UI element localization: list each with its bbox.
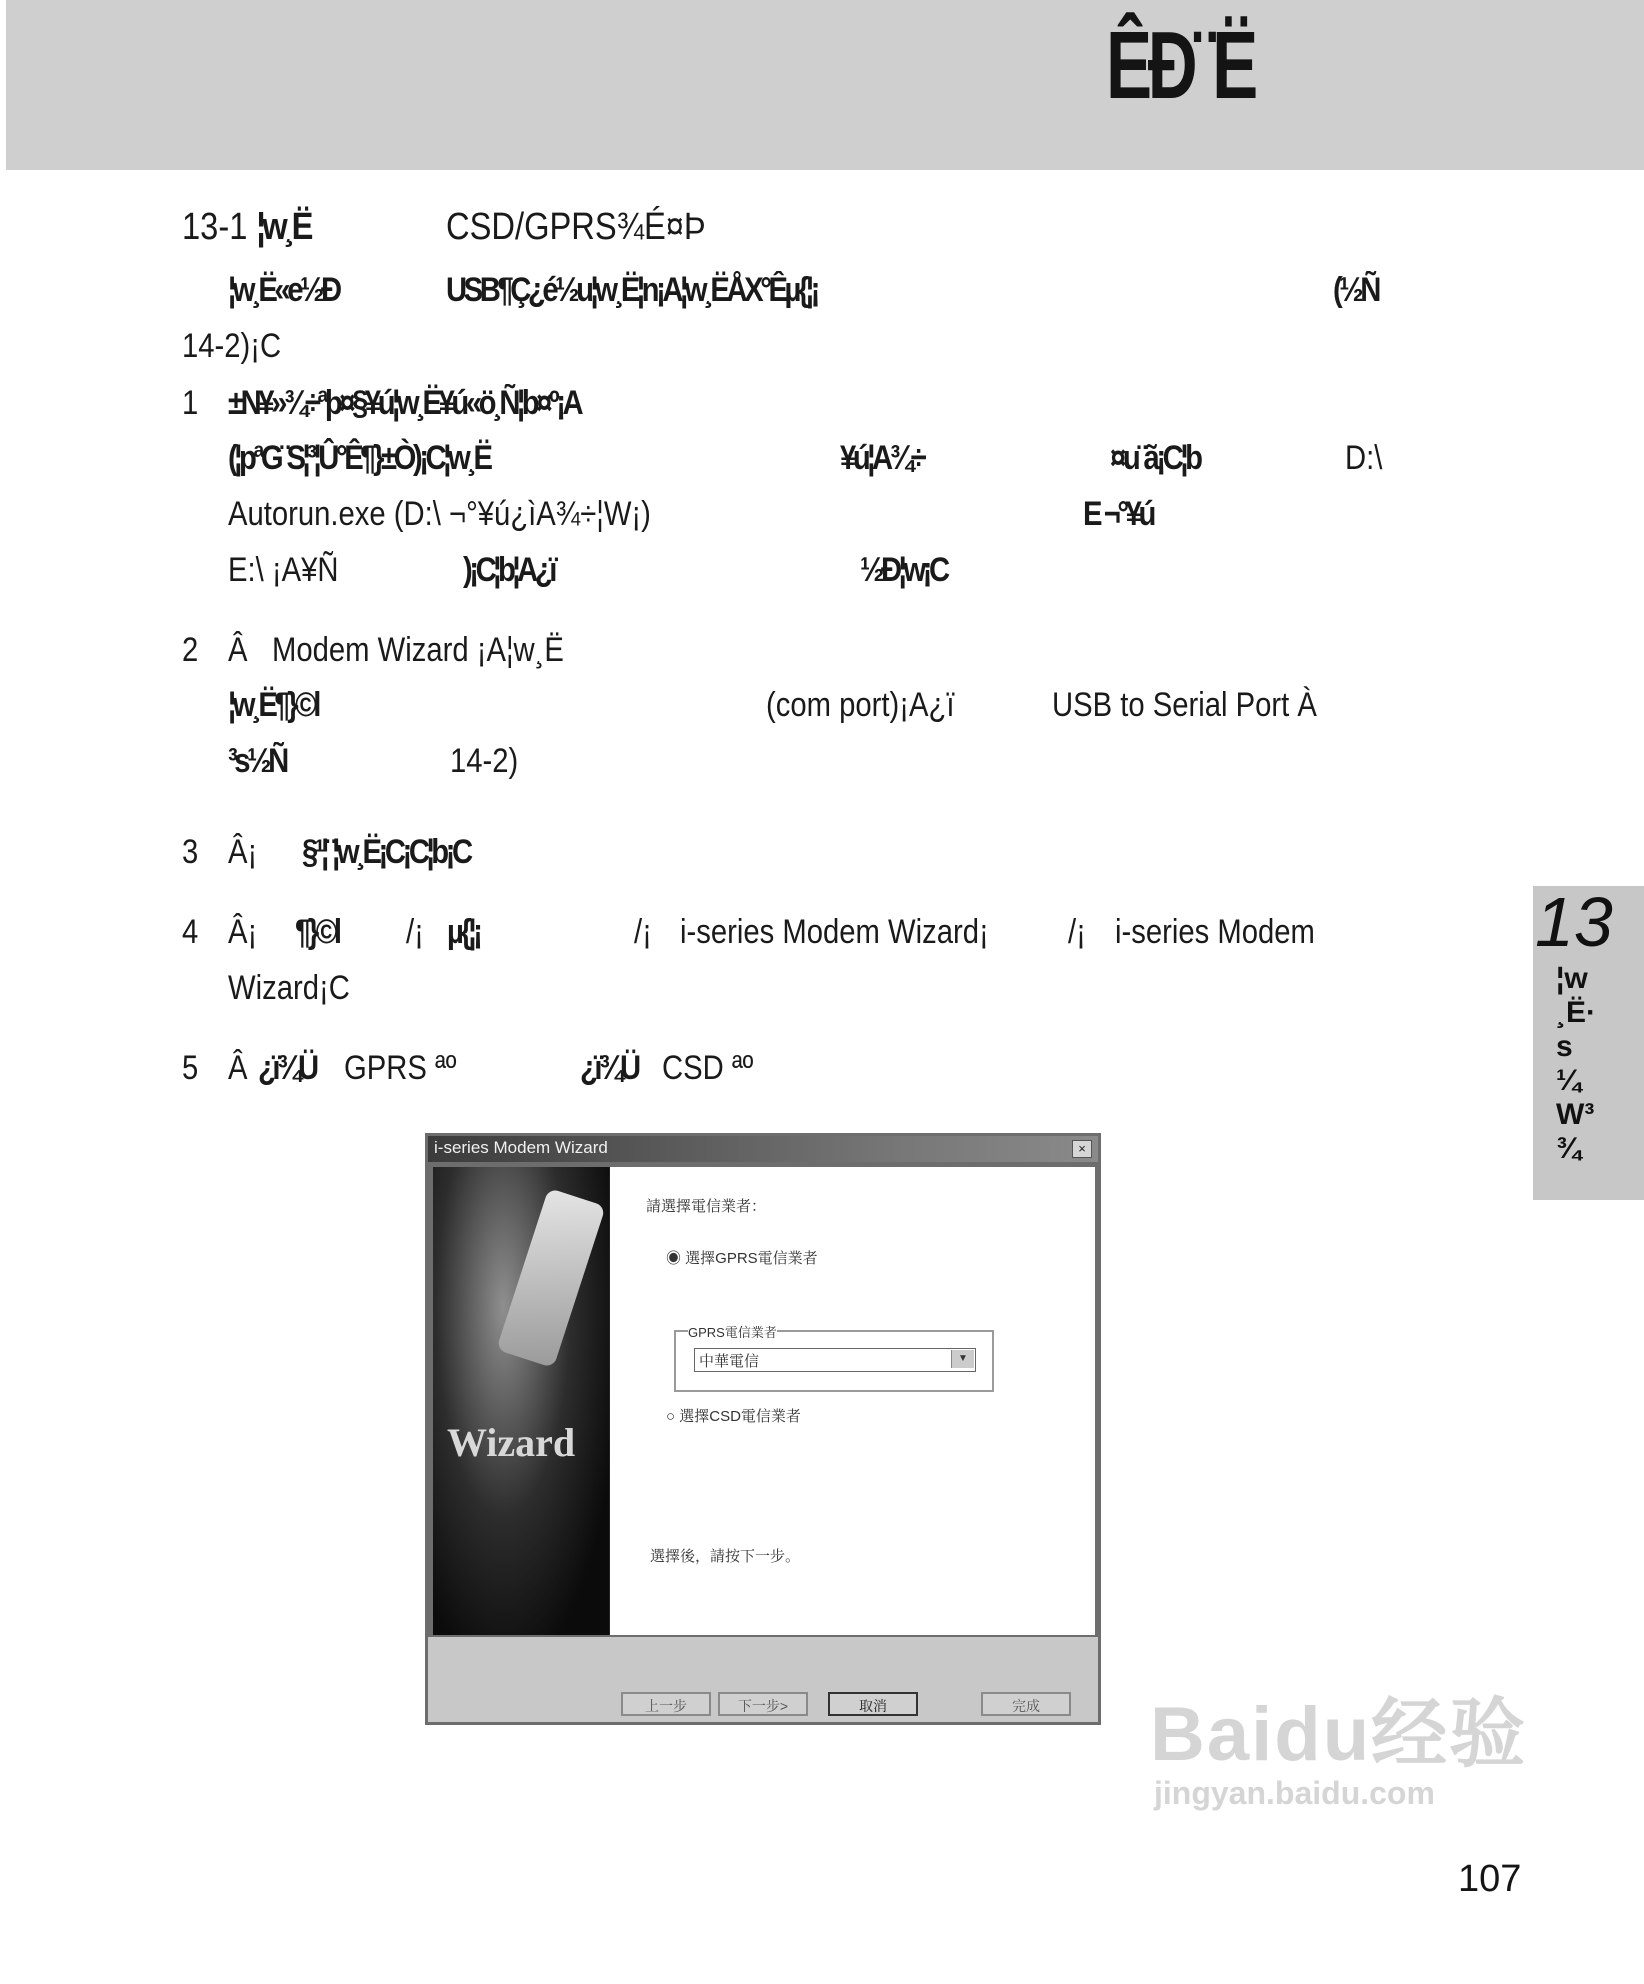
- page-header-title: ÊÐ¨Ë: [1106, 12, 1254, 119]
- step-4-line: Â¡: [228, 913, 258, 951]
- step-1-line: D:\: [1345, 439, 1383, 477]
- carrier-select[interactable]: [694, 1348, 976, 1372]
- radio-unselected-icon: ○: [666, 1408, 680, 1425]
- intro-text-d: 14-2)¡C: [182, 327, 282, 365]
- step-2-line: Modem Wizard ¡A¦w¸Ë: [272, 631, 564, 669]
- step-2-line: ³s½Ñ: [228, 742, 286, 780]
- wizard-window-title: i-series Modem Wizard: [434, 1138, 608, 1157]
- step-2-line: Â: [228, 631, 248, 669]
- chevron-down-icon[interactable]: ▼: [951, 1350, 974, 1368]
- step-1-line: ¥ú¦A¾÷: [840, 439, 924, 477]
- wizard-logo-text: Wizard: [447, 1420, 576, 1465]
- step-number: 3: [182, 833, 199, 871]
- step-4-line: ¶}©l: [295, 913, 339, 951]
- step-number: 1: [182, 384, 199, 422]
- wizard-title-bar: [428, 1136, 1098, 1162]
- next-button[interactable]: 下一步>: [718, 1692, 808, 1716]
- section-number: 13-1: [182, 206, 248, 248]
- back-button[interactable]: 上一步: [621, 1692, 711, 1716]
- section-title-glyph: ¦w¸Ë: [256, 206, 310, 248]
- phone-image: [496, 1188, 606, 1368]
- step-2-line: USB to Serial Port À: [1052, 686, 1317, 724]
- gprs-option-label: 選擇GPRS電信業者: [685, 1250, 818, 1267]
- page-number: 107: [1458, 1858, 1522, 1900]
- step-5-line: GPRS ªº: [344, 1049, 457, 1087]
- close-icon[interactable]: ×: [1072, 1140, 1092, 1158]
- intro-text-b: USB¶Ç¿é½u¦w¸Ë¦n¡A¦w¸ËÅX°Êµ{¦¡: [446, 271, 817, 309]
- page-header-band: [6, 0, 1644, 170]
- step-1-line: E:\ ¡A¥Ñ: [228, 551, 339, 589]
- wizard-side-image: [433, 1167, 610, 1635]
- step-5-line: ¿ï¾Ü: [580, 1049, 638, 1087]
- watermark-url: jingyan.baidu.com: [1154, 1775, 1435, 1811]
- step-1-line: ¤u¨ã¡C¦b: [1110, 439, 1200, 477]
- step-1-line: (¦pªG¨S¦³¦Û°Ê¶}±Ò)¡C¦w¸Ë: [228, 439, 490, 477]
- gprs-carrier-radio[interactable]: [666, 1247, 818, 1268]
- section-title: [182, 205, 310, 249]
- carrier-select-value: 中華電信: [699, 1353, 760, 1370]
- gprs-carrier-group: [674, 1325, 994, 1392]
- step-4-line: µ{¦¡: [447, 913, 480, 951]
- wizard-screenshot: [425, 1133, 1101, 1725]
- step-2-line: ¦w¸Ë¶}©l: [228, 686, 318, 724]
- step-4-line: /¡: [406, 913, 424, 951]
- step-2-line: 14-2): [450, 742, 519, 780]
- wizard-content-panel: [610, 1167, 1095, 1635]
- step-5-line: Â: [228, 1049, 248, 1087]
- cancel-button[interactable]: 取消: [828, 1692, 918, 1716]
- carrier-prompt: 請選擇電信業者：: [646, 1198, 767, 1215]
- gprs-group-label: GPRS電信業者: [688, 1322, 777, 1341]
- step-1-line: ½Ð¦w¡C: [860, 551, 947, 589]
- step-4-line: /¡: [1068, 913, 1086, 951]
- step-4-line: i-series Modem Wizard¡: [680, 913, 989, 951]
- step-4-line: Wizard¡C: [228, 969, 350, 1007]
- baidu-watermark: [1150, 1692, 1528, 1811]
- step-number: 4: [182, 913, 199, 951]
- step-5-line: ¿ï¾Ü: [258, 1049, 316, 1087]
- step-2-line: (com port)¡A¿ï: [766, 686, 955, 724]
- step-1-line: E ¬°¥ú: [1083, 495, 1153, 533]
- chapter-number: 13: [1535, 883, 1613, 961]
- csd-option-label: 選擇CSD電信業者: [679, 1408, 801, 1425]
- step-4-line: i-series Modem: [1115, 913, 1315, 951]
- step-4-line: /¡: [634, 913, 652, 951]
- step-3-line: Â¡: [228, 833, 258, 871]
- step-1-line: )¡C¦b¦A¿ï: [463, 551, 554, 589]
- step-1-line: Autorun.exe (D:\ ¬°¥ú¿ìA¾÷¦W¡): [228, 495, 651, 533]
- radio-selected-icon: ◉: [666, 1250, 686, 1267]
- step-1-line: ±N¥»¾÷ªþ¤§¥ú¦w¸Ë¥ú«ö¸Ñ¦b¤º¡A: [228, 384, 581, 422]
- intro-text-a: ¦w¸Ë«e½Ð: [228, 271, 339, 309]
- step-number: 5: [182, 1049, 199, 1087]
- step-3-line: §¹¦¨¦w¸Ë¡C¡C¦b¡C: [302, 833, 470, 871]
- finish-button[interactable]: 完成: [981, 1692, 1071, 1716]
- wizard-button-bar: [428, 1637, 1098, 1722]
- step-5-line: CSD ªº: [662, 1049, 754, 1087]
- intro-text-c: (½Ñ: [1333, 271, 1378, 309]
- section-title-tail: CSD/GPRS¾É¤Þ: [446, 206, 706, 248]
- csd-carrier-radio[interactable]: [666, 1405, 801, 1426]
- next-step-hint: 選擇後，請按下一步。: [650, 1548, 801, 1565]
- watermark-main: Baidu经验: [1150, 1692, 1528, 1777]
- step-number: 2: [182, 631, 199, 669]
- chapter-label: ¦w¸Ë·s¼W³¾: [1556, 962, 1596, 1165]
